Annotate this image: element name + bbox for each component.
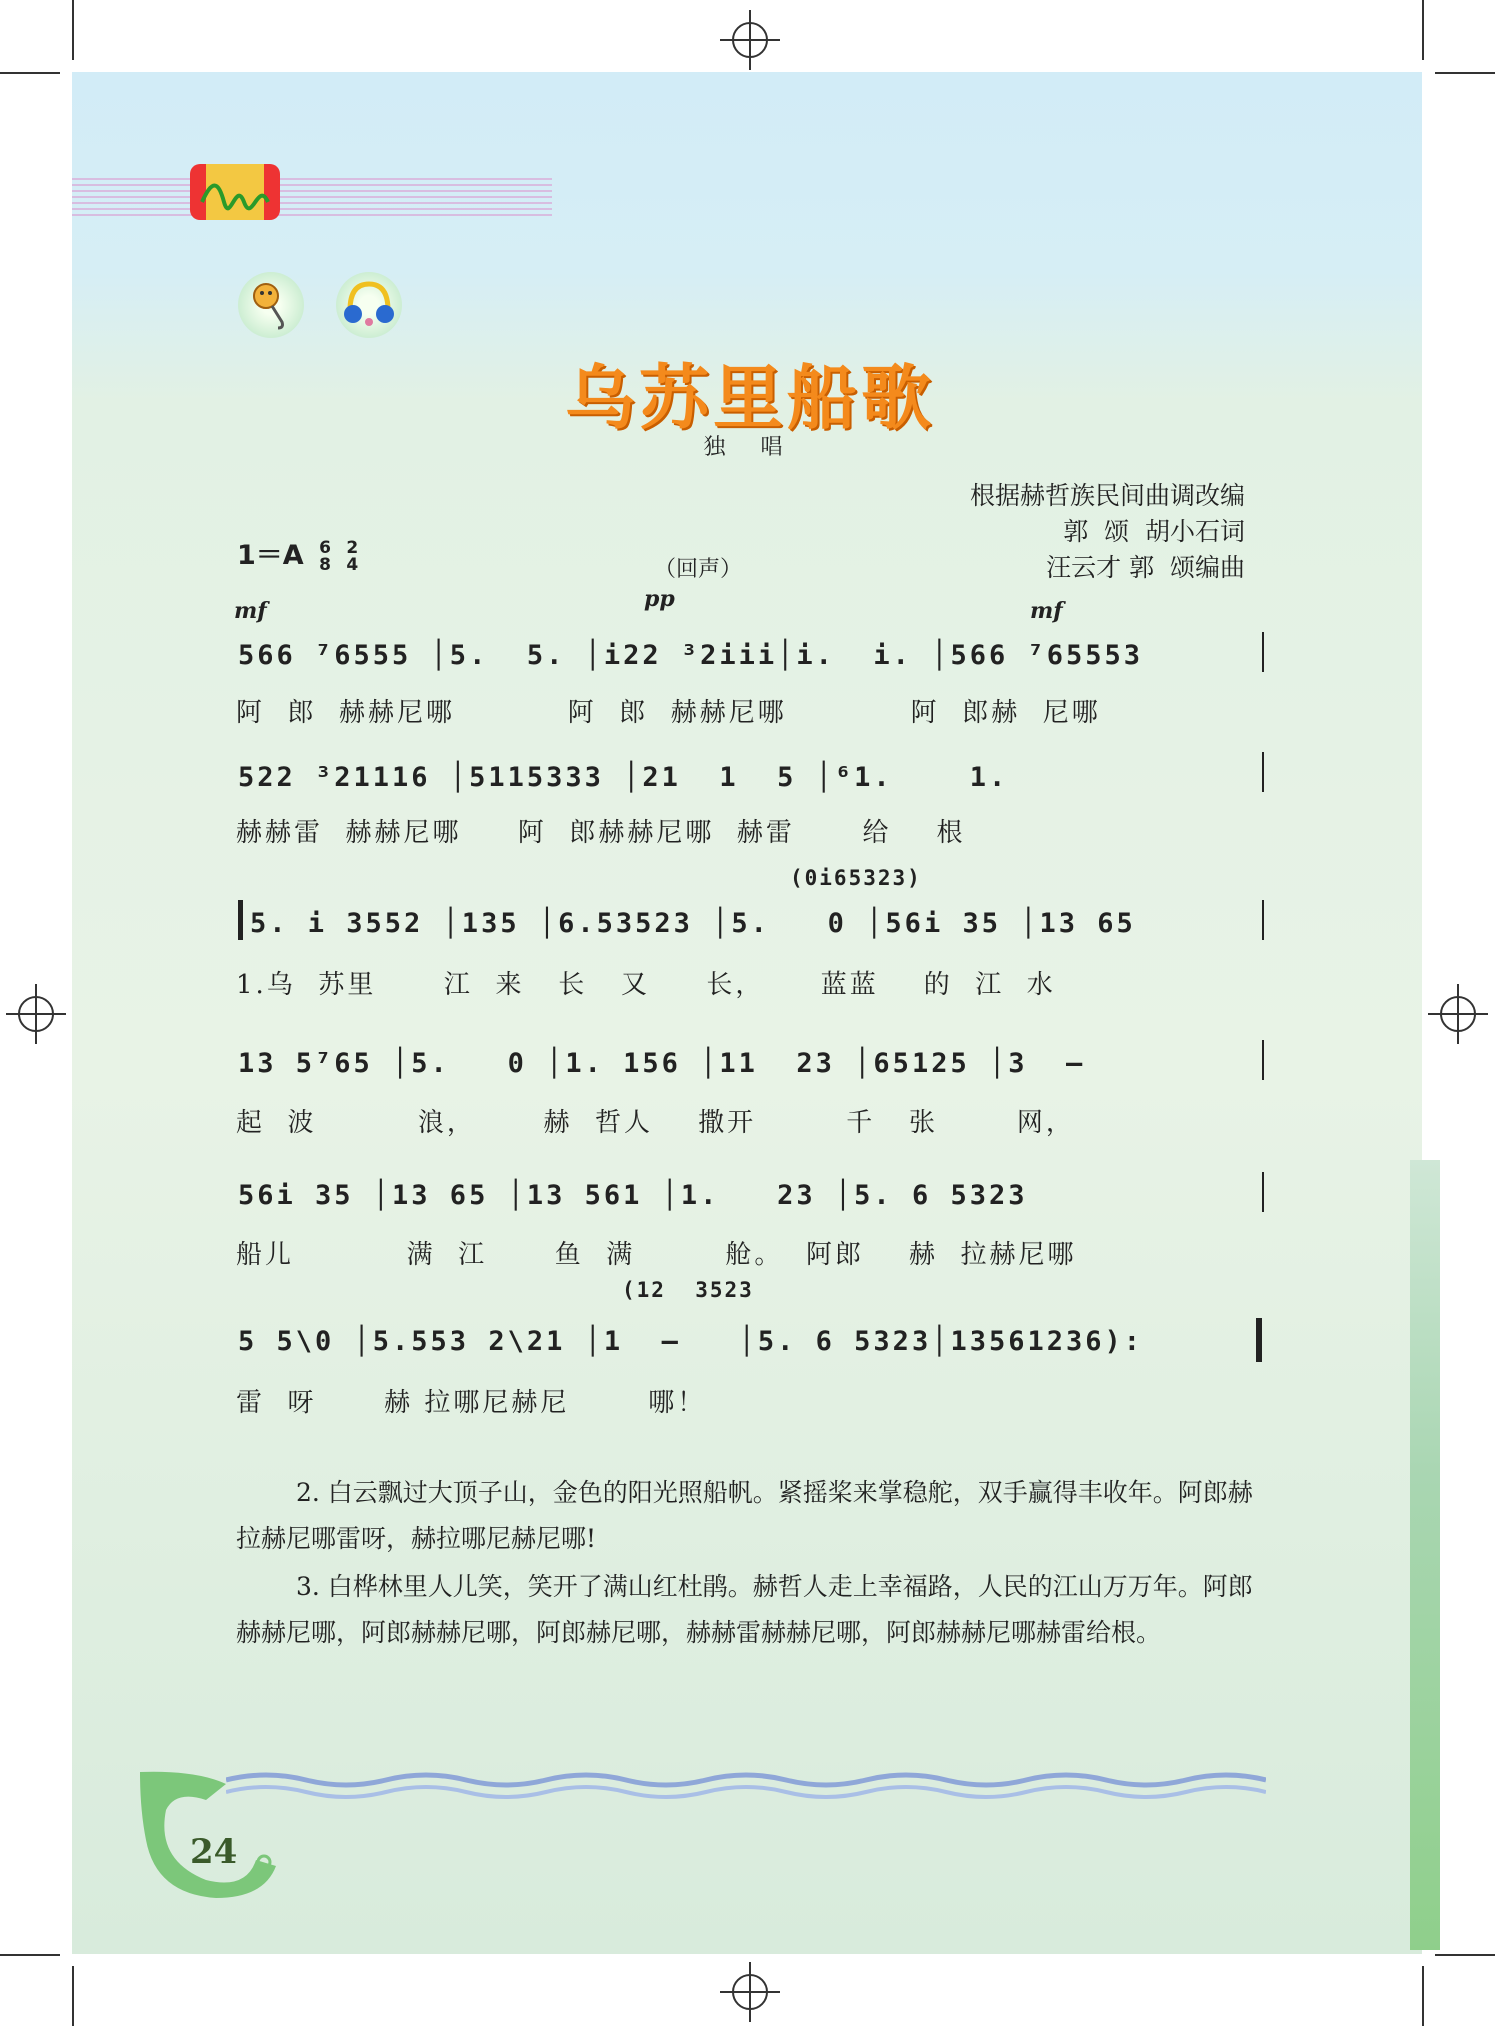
dynamic-mark: pp: [644, 586, 675, 612]
bar-line: [1262, 1172, 1264, 1212]
credit-arranger: 汪云才 郭 颂编曲: [1046, 553, 1245, 582]
crop-mark: [1435, 1954, 1495, 1956]
bar-line: [1262, 632, 1264, 672]
key-signature: [237, 533, 358, 574]
crop-mark: [1435, 72, 1495, 74]
dynamic-mark: mf: [1030, 598, 1063, 624]
credit-lyricist: 郭 颂 胡小石词: [1063, 517, 1245, 546]
lyrics-line-5: 船儿 满 江 鱼 满 舱。 阿郎 赫 拉赫尼哪: [236, 1240, 1077, 1270]
microphone-icon: [238, 272, 304, 338]
score-line-3: 5. i 3552 │135 │6.53523 │5. 0 │56i 35 │13 65: [250, 908, 1136, 939]
registration-mark-top: [720, 10, 780, 70]
crop-mark: [1422, 0, 1424, 60]
lyrics-line-6: 雷 呀 赫 拉哪尼赫尼 哪！: [236, 1388, 707, 1418]
bar-line: [1262, 752, 1264, 792]
crop-mark: [72, 0, 74, 60]
registration-mark-bottom: [720, 1962, 780, 2022]
bar-line: [1262, 1040, 1264, 1080]
wave-divider: [226, 1770, 1266, 1806]
score-line-2: 522 ³21116 │5115333 │21 1 5 │⁶1. 1.: [238, 762, 1009, 793]
echo-label: （回声）: [654, 557, 743, 582]
crop-mark: [0, 1954, 60, 1956]
intro-phrase-2: (12 3523: [622, 1278, 754, 1302]
headphones-icon: [336, 272, 402, 338]
page-number: 24: [190, 1832, 238, 1872]
performance-type: 独 唱: [703, 435, 797, 460]
score-line-6: 5 5\0 │5.553 2\21 │1 – │5. 6 5323│13561236):: [238, 1326, 1144, 1357]
repeat-start-bar: [238, 900, 243, 940]
registration-mark-left: [6, 984, 66, 1044]
score-line-5: 56i 35 │13 65 │13 561 │1. 23 │5. 6 5323: [238, 1180, 1028, 1211]
lyrics-line-1: 阿 郎 赫赫尼哪 阿 郎 赫赫尼哪 阿 郎赫 尼哪: [236, 698, 1101, 728]
meter-2-4: 2 4: [346, 537, 359, 575]
verse-3: 3. 白桦林里人儿笑，笑开了满山红杜鹃。赫哲人走上幸福路，人民的江山万万年。阿郎赫赫尼哪，阿郎赫赫尼哪，阿郎赫尼哪，赫赫雷赫赫尼哪，阿郎赫赫尼哪赫雷给根。: [236, 1572, 1253, 1647]
lyrics-line-2: 赫赫雷 赫赫尼哪 阿 郎赫赫尼哪 赫雷 给 根: [236, 818, 966, 848]
verse-2: 2. 白云飘过大顶子山，金色的阳光照船帆。紧摇桨来掌稳舵，双手赢得丰收年。阿郎赫拉赫尼哪雷呀，赫拉哪尼赫尼哪!: [236, 1478, 1253, 1553]
intro-phrase-1: (0i65323): [790, 866, 922, 890]
crop-mark: [0, 72, 60, 74]
credits: [970, 478, 1245, 586]
credit-arrangement-source: 根据赫哲族民间曲调改编: [969, 481, 1245, 510]
meter-6-8: 6 8: [319, 537, 331, 575]
bar-line: [1262, 900, 1264, 940]
score-line-4: 13 5⁷65 │5. 0 │1. 156 │11 23 │65125 │3 –: [238, 1048, 1086, 1079]
song-title: 乌苏里船歌: [565, 357, 935, 439]
final-bar-line: [1256, 1318, 1262, 1362]
decorative-strip: [1410, 1160, 1440, 1950]
accordion-icon: [190, 164, 280, 220]
crop-mark: [1422, 1966, 1424, 2026]
crop-mark: [72, 1966, 74, 2026]
decorative-stripes: [72, 178, 552, 218]
lyrics-line-4: 起 波 浪， 赫 哲人 撒开 千 张 网，: [236, 1108, 1075, 1138]
key-label: 1＝A: [237, 540, 304, 571]
score-line-1: 566 ⁷6555 │5. 5. │i22 ³2iii│i. i. │566 ⁷65553: [238, 640, 1144, 671]
registration-mark-right: [1428, 984, 1488, 1044]
additional-verses: [236, 1470, 1256, 1658]
lyrics-line-3: 1.乌 苏里 江 来 长 又 长， 蓝蓝 的 江 水: [236, 970, 1056, 1000]
dynamic-mark: mf: [234, 598, 267, 624]
